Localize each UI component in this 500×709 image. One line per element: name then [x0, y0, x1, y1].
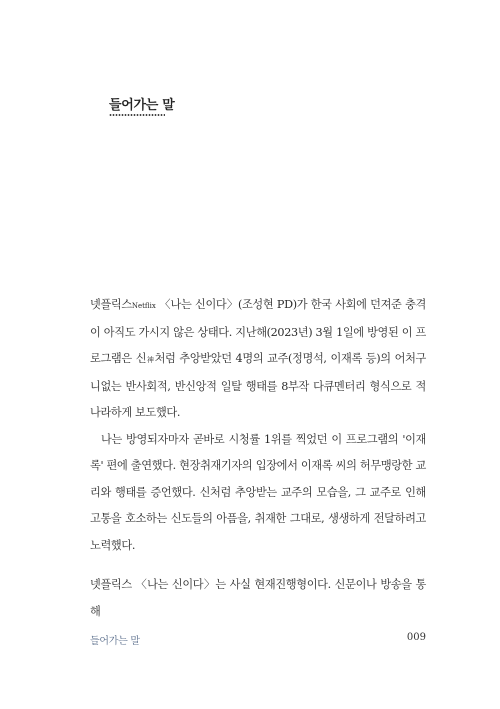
paragraph-1-end: 처럼 추앙받았던 4명의 교주(정명석, 이재록 등)의 어처구니없는 반사회적, 반신앙적 일탈 행태를 8부작 다큐멘터리 형식으로 적나라하게 보도했다. [90, 352, 426, 419]
heading-dotted-underline [109, 114, 165, 116]
paragraph-1-hanja-gloss: 神 [146, 356, 155, 364]
body-text [90, 292, 426, 625]
paragraph-1-netflix-gloss: Netflix [131, 302, 156, 310]
paragraph-2: 나는 방영되자마자 곧바로 시청률 1위를 찍었던 이 프로그램의 '이재록' 편에 출연했다. 현장취재기자의 입장에서 이재록 씨의 허무맹랑한 교리와 행태를 증언했다. 신처럼 추앙받는 교주의 모습을, 그 교주로 인해 고통을 호소하는 신도들의 아픔을, 취재한 그대로, 생생하게 전달하려고 노력했다. [90, 432, 426, 552]
paragraph-3: 넷플릭스 〈나는 신이다〉는 사실 현재진행형이다. 신문이나 방송을 통해 [90, 578, 426, 618]
paragraph-1-middle: 〈나는 신이다〉(조성현 PD)가 한국 사회에 던져준 충격이 아직도 가시지 않은 상태다. 지난해(2023년) 3월 1일에 방영된 이 프로그램은 신 [90, 298, 426, 365]
paragraph-1 [90, 292, 426, 427]
chapter-heading: 들어가는 말 [109, 98, 175, 113]
paragraph-1-start: 넷플릭스 [90, 298, 132, 311]
page-number: 009 [406, 632, 426, 643]
running-footer-section: 들어가는 말 [90, 636, 140, 647]
